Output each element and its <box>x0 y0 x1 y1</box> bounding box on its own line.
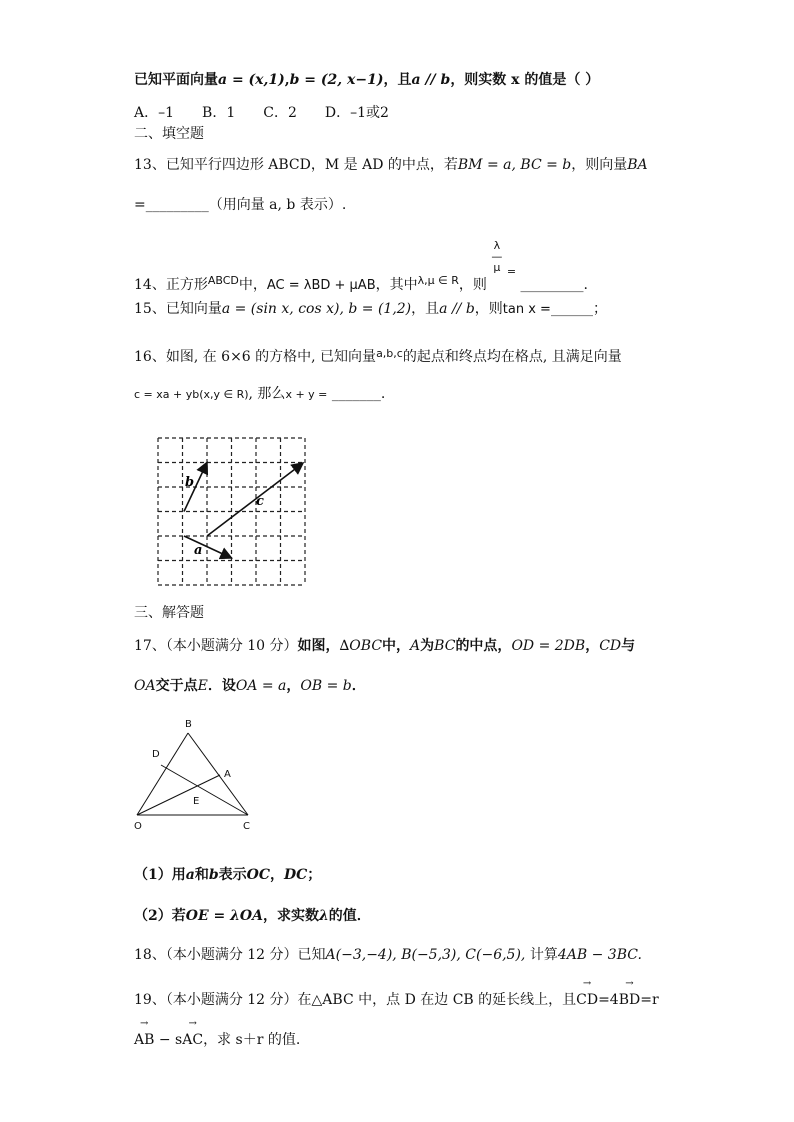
q17-line1-l: 与 <box>621 638 636 654</box>
option-c: C．2 <box>263 105 297 121</box>
q17-line2-d: ．设 <box>207 678 236 694</box>
q17-sub1-a: （1）用 <box>134 867 186 883</box>
q17-sub2-c: ，求实数 <box>262 908 319 924</box>
q17-sub1-i: ； <box>307 867 322 883</box>
q17-sub1-h: DC <box>283 867 308 883</box>
q17-line1-f: 为 <box>420 638 435 654</box>
q14-line <box>134 239 588 296</box>
q19-line1 <box>134 990 659 1010</box>
q13-line1-c: ，则向量 <box>571 157 628 173</box>
q15-line <box>134 299 607 320</box>
q14-h: _________. <box>516 277 588 293</box>
q15-g: ______； <box>550 301 607 317</box>
q18-a: 18、（本小题满分 12 分）已知 <box>134 947 326 963</box>
q17-line2-c: E <box>197 678 208 694</box>
q17-line1-b: 如图， <box>297 638 340 654</box>
triangle-figure <box>128 715 263 835</box>
q13-line1-d: BA <box>627 157 648 173</box>
q17-sub1 <box>134 865 321 885</box>
q12-b-def: b = (2, x−1) <box>289 72 384 88</box>
q16-line1-a: 16、如图, 在 6×6 的方格中, 已知向量 <box>134 349 377 365</box>
q16-line2-d: _______. <box>327 386 386 402</box>
section-3-heading: 三、解答题 <box>134 605 204 621</box>
q19-line2-c: → AC <box>182 1030 203 1050</box>
q14-frac-den: μ <box>493 261 501 274</box>
q15-a: 15、已知向量 <box>134 301 222 317</box>
q17-sub2-a: （2）若 <box>134 908 186 924</box>
q14-b: ABCD <box>207 274 239 287</box>
q18-d: 4AB − 3BC. <box>557 947 642 963</box>
q16-line1-c: 的起点和终点均在格点, 且满足向量 <box>402 349 622 365</box>
q14-d: AC = λBD + μAB <box>266 278 376 293</box>
q19-line1-a: 19、（本小题满分 12 分）在△ABC 中，点 D 在边 CB 的延长线上，且 <box>134 992 577 1008</box>
q12-tail: ，则实数 x 的值是（ ） <box>450 72 600 88</box>
q16-line2-b: , 那么 <box>248 386 286 402</box>
q12-cond-prefix: ，且 <box>383 72 412 88</box>
q14-f: λ,μ ∈ R <box>417 274 459 287</box>
q13-line1-a: 13、已知平行四边形 ABCD，M 是 AD 的中点，若 <box>134 157 458 173</box>
label-c: c <box>256 494 264 509</box>
q13-line1 <box>134 155 648 175</box>
q17-sub1-d: b <box>208 867 219 883</box>
q16-line2-a: c = xa + yb(x,y ∈ R) <box>134 388 249 401</box>
q18-b: A(−3,−4), B(−5,3), C(−6,5), <box>325 947 526 963</box>
q15-f: tan x = <box>502 302 551 317</box>
q14-e: ，其中 <box>375 277 418 293</box>
q12-stem: 已知平面向量a = (x,1),b = (2, x−1)，且a // b，则实数 x 的值是（ ） <box>134 72 600 88</box>
label-a: a <box>194 543 203 558</box>
vector-grid-figure <box>150 430 315 590</box>
q15-e: ，则 <box>474 301 503 317</box>
q17-sub2-e: 的值． <box>328 908 371 924</box>
vertex-D: D <box>152 749 160 760</box>
q19-line2-a: → AB <box>134 1030 154 1050</box>
q17-line1-h: 的中点， <box>455 638 512 654</box>
vector-a-arrow <box>184 536 232 558</box>
q13-line2: =_________（用向量 a, b 表示）. <box>134 197 347 213</box>
q17-line1-e: A <box>410 638 421 654</box>
label-b: b <box>185 475 195 490</box>
q17-line2-f: ， <box>286 678 301 694</box>
q17-sub2-d: λ <box>318 908 329 924</box>
q14-fraction: λ — μ <box>487 240 507 273</box>
vertex-O: O <box>134 821 142 832</box>
q14-a: 14、正方形 <box>134 277 208 293</box>
grid-lines <box>158 438 305 585</box>
q19-line1-c: =4 <box>598 992 619 1008</box>
vertex-E: E <box>193 796 200 807</box>
q15-d: a // b <box>439 301 475 317</box>
q17-line1-c: ∆OBC <box>339 638 383 654</box>
q17-line2 <box>134 676 366 696</box>
q12-stem-text: 已知平面向量 <box>134 72 218 88</box>
q17-sub1-c: 和 <box>194 867 209 883</box>
q17-sub1-e: 表示 <box>218 867 247 883</box>
q19-line1-e: =r <box>640 992 659 1008</box>
q17-line2-g: OB = b <box>300 678 352 694</box>
option-d: D．–1或2 <box>324 105 389 121</box>
q16-line2-c: x + y = <box>285 388 328 401</box>
q18-line <box>134 945 642 965</box>
q19-line2 <box>134 1030 300 1050</box>
q17-sub1-g: ， <box>269 867 284 883</box>
q17-line1-g: BC <box>434 638 456 654</box>
q16-line1 <box>134 344 622 367</box>
section-2-heading: 二、填空题 <box>134 126 204 142</box>
q17-line1-d: 中， <box>382 638 411 654</box>
vertex-C: C <box>243 821 250 832</box>
q14-c: 中， <box>238 277 267 293</box>
q19-line2-b: − s <box>154 1032 183 1048</box>
q19-line2-d: ，求 s＋r 的值. <box>203 1032 301 1048</box>
q14-g: ，则 <box>458 277 487 293</box>
q19-line1-b: → CD <box>576 990 598 1010</box>
q17-line1-a: 17、（本小题满分 10 分） <box>134 638 298 654</box>
vertex-B: B <box>185 719 192 730</box>
q12-cond: a // b <box>411 72 451 88</box>
option-a: A．–1 <box>134 105 175 121</box>
q15-c: ，且 <box>411 301 440 317</box>
q19-line1-d: → BD <box>619 990 641 1010</box>
q17-line1-i: OD = 2DB <box>511 638 586 654</box>
q17-line2-h: ． <box>351 678 366 694</box>
q17-line1-k: CD <box>599 638 622 654</box>
q17-line1 <box>134 636 635 656</box>
option-b: B．1 <box>202 105 236 121</box>
q13-line1-b: BM = a, BC = b <box>457 157 572 173</box>
q16-line2 <box>134 384 385 405</box>
vertex-A: A <box>224 769 231 780</box>
q17-line2-b: 交于点 <box>155 678 198 694</box>
q15-b: a = (sin x, cos x), b = (1,2) <box>221 301 412 317</box>
q17-sub1-b: a <box>185 867 195 883</box>
q18-c: 计算 <box>525 947 558 963</box>
q17-sub1-f: OC <box>246 867 270 883</box>
q14-frac-eq: = <box>506 265 517 278</box>
q12-a-def: a = (x,1) <box>218 72 285 88</box>
q17-sub2 <box>134 906 371 926</box>
q12-options <box>134 103 417 123</box>
q17-line1-j: ， <box>585 638 600 654</box>
q14-frac-num: λ <box>493 239 501 252</box>
vector-c-arrow <box>207 463 303 536</box>
q16-line1-b: a,b,c <box>376 347 403 360</box>
q17-line2-a: OA <box>134 678 156 694</box>
q17-sub2-b: OE = λOA <box>185 908 263 924</box>
q17-line2-e: OA = a <box>235 678 287 694</box>
